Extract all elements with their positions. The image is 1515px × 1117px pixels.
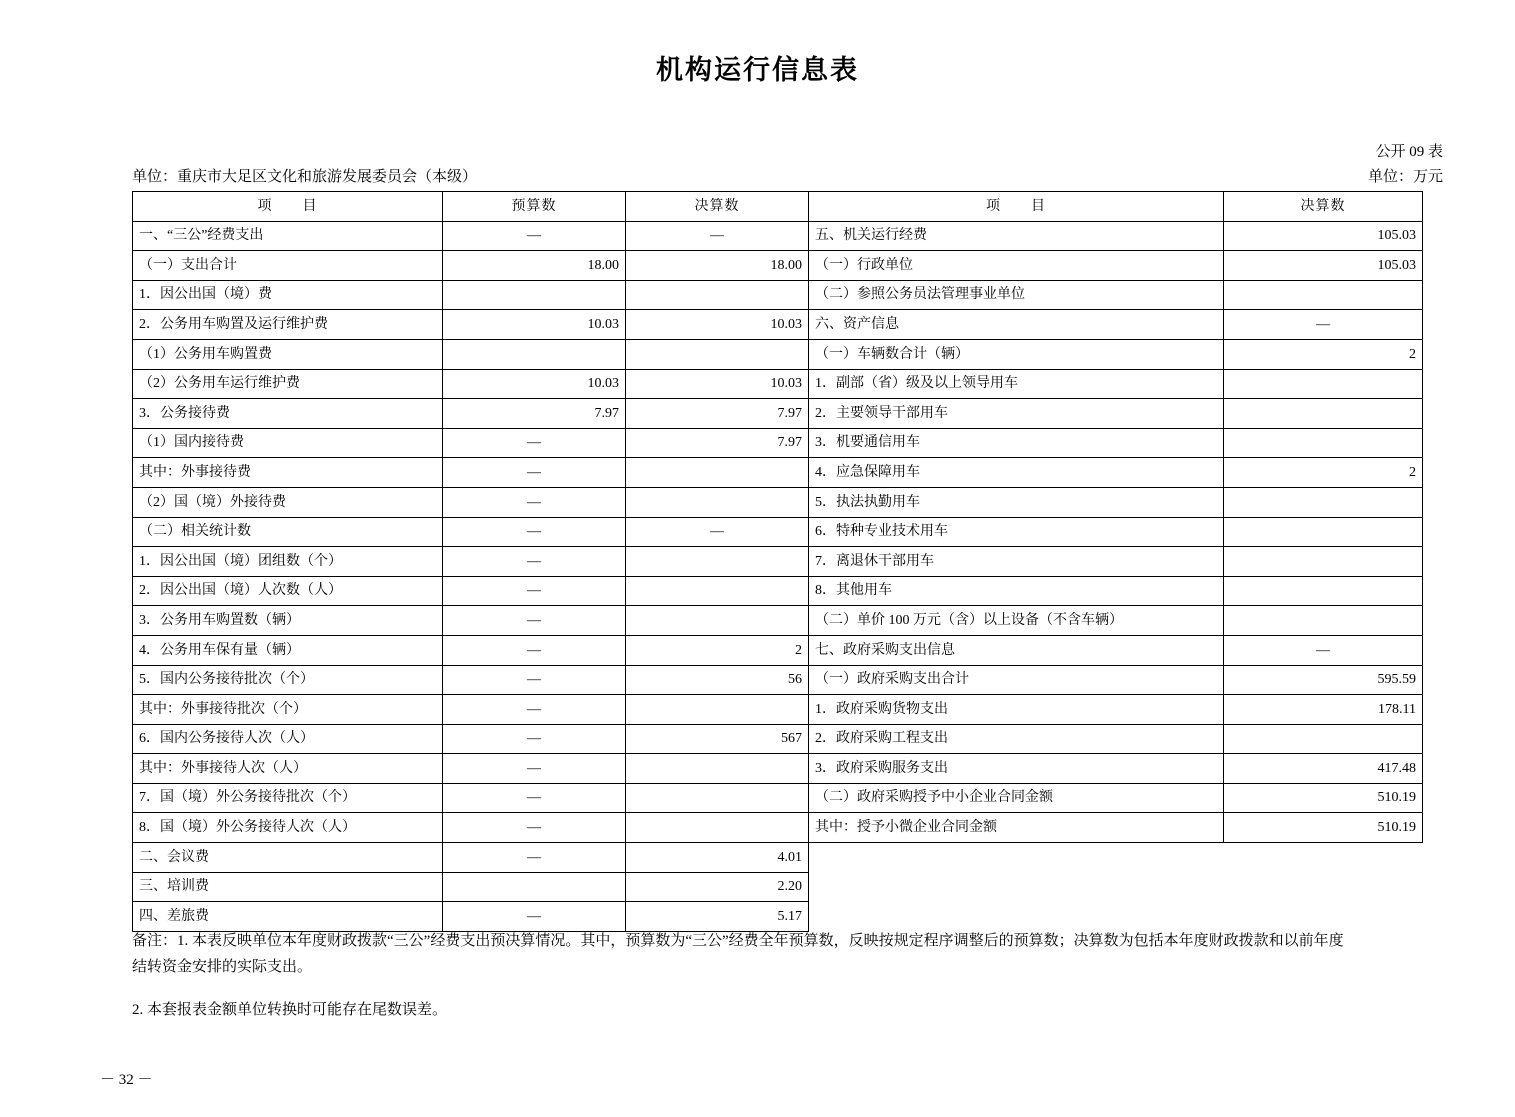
left-item-label: 2．因公出国（境）人次数（人） (133, 576, 443, 606)
right-item-label: （一）行政单位 (809, 251, 1224, 281)
table-row (133, 487, 1423, 517)
right-item-label: 5．执法执勤用车 (809, 487, 1224, 517)
left-final-value (626, 487, 809, 517)
left-item-label: （一）支出合计 (133, 251, 443, 281)
left-item-label: 4．公务用车保有量（辆） (133, 635, 443, 665)
right-final-value: 2 (1224, 458, 1423, 488)
left-final-value (626, 606, 809, 636)
left-item-label: 6．国内公务接待人次（人） (133, 724, 443, 754)
page-title: 机构运行信息表 (656, 55, 859, 85)
right-item-label: （一）车辆数合计（辆） (809, 339, 1224, 369)
table-row (133, 458, 1423, 488)
unit-label: 单位：重庆市大足区文化和旅游发展委员会（本级） (132, 169, 478, 185)
table-header-row (133, 192, 1423, 222)
left-budget-value: 18.00 (443, 251, 626, 281)
right-final-value: — (1224, 310, 1423, 340)
left-item-label: 2．公务用车购置及运行维护费 (133, 310, 443, 340)
left-final-value: 56 (626, 665, 809, 695)
right-final-value (1224, 369, 1423, 399)
left-item-label: 四、差旅费 (133, 902, 443, 932)
right-final-value (1224, 547, 1423, 577)
column-header-left-item: 项 目 (133, 192, 443, 222)
left-item-label: 7．国（境）外公务接待批次（个） (133, 783, 443, 813)
right-final-value (1224, 872, 1423, 902)
right-item-label: 3．政府采购服务支出 (809, 754, 1224, 784)
left-budget-value (443, 872, 626, 902)
right-final-value (1224, 576, 1423, 606)
right-item-label: （二）参照公务员法管理事业单位 (809, 280, 1224, 310)
left-final-value: — (626, 221, 809, 251)
right-item-label (809, 872, 1224, 902)
left-budget-value: — (443, 606, 626, 636)
column-header-right-final: 决算数 (1224, 192, 1423, 222)
right-final-value: 178.11 (1224, 695, 1423, 725)
left-budget-value: — (443, 843, 626, 873)
table-row (133, 251, 1423, 281)
note-line-2: 结转资金安排的实际支出。 (132, 959, 313, 976)
right-item-label: 4．应急保障用车 (809, 458, 1224, 488)
left-item-label: （2）公务用车运行维护费 (133, 369, 443, 399)
left-final-value: 567 (626, 724, 809, 754)
right-item-label: 1．副部（省）级及以上领导用车 (809, 369, 1224, 399)
left-budget-value: 10.03 (443, 369, 626, 399)
right-final-value (1224, 399, 1423, 429)
right-final-value (1224, 606, 1423, 636)
table-row (133, 783, 1423, 813)
left-budget-value: — (443, 783, 626, 813)
left-budget-value: — (443, 902, 626, 932)
left-final-value: 10.03 (626, 310, 809, 340)
left-budget-value: — (443, 695, 626, 725)
table-row (133, 606, 1423, 636)
right-item-label: 其中：授予小微企业合同金额 (809, 813, 1224, 843)
table-row (133, 428, 1423, 458)
left-budget-value: — (443, 517, 626, 547)
left-budget-value: — (443, 635, 626, 665)
left-item-label: （2）国（境）外接待费 (133, 487, 443, 517)
right-item-label (809, 902, 1224, 932)
left-final-value (626, 813, 809, 843)
right-final-value: 417.48 (1224, 754, 1423, 784)
table-row (133, 221, 1423, 251)
table-row (133, 399, 1423, 429)
left-final-value: 5.17 (626, 902, 809, 932)
left-final-value (626, 754, 809, 784)
left-item-label: 其中：外事接待批次（个） (133, 695, 443, 725)
left-item-label: 其中：外事接待费 (133, 458, 443, 488)
left-final-value: — (626, 517, 809, 547)
left-item-label: 一、“三公”经费支出 (133, 221, 443, 251)
left-budget-value: — (443, 487, 626, 517)
table-row (133, 517, 1423, 547)
left-item-label: （1）国内接待费 (133, 428, 443, 458)
left-final-value: 18.00 (626, 251, 809, 281)
column-header-right-item: 项 目 (809, 192, 1224, 222)
right-final-value (1224, 724, 1423, 754)
table-row (133, 635, 1423, 665)
left-budget-value: — (443, 576, 626, 606)
left-final-value: 2 (626, 635, 809, 665)
table-row (133, 280, 1423, 310)
right-final-value: 510.19 (1224, 813, 1423, 843)
right-final-value (1224, 843, 1423, 873)
left-item-label: 1．因公出国（境）团组数（个） (133, 547, 443, 577)
left-item-label: 5．国内公务接待批次（个） (133, 665, 443, 695)
left-budget-value: 7.97 (443, 399, 626, 429)
table-row (133, 872, 1423, 902)
left-budget-value: — (443, 547, 626, 577)
table-row (133, 695, 1423, 725)
note-line-3: 2. 本套报表金额单位转换时可能存在尾数误差。 (132, 1001, 448, 1018)
right-item-label: 7．离退休干部用车 (809, 547, 1224, 577)
left-final-value: 4.01 (626, 843, 809, 873)
table-row (133, 843, 1423, 873)
right-item-label: 2．主要领导干部用车 (809, 399, 1224, 429)
right-final-value: — (1224, 635, 1423, 665)
left-item-label: 二、会议费 (133, 843, 443, 873)
right-final-value (1224, 428, 1423, 458)
note-line-1: 备注：1. 本表反映单位本年度财政拨款“三公”经费支出预决算情况。其中，预算数为“三公”经费全年预算数，反映按规定程序调整后的预算数；决算数为包括本年度财政拨款和以前年度 (132, 933, 1344, 949)
column-header-budget: 预算数 (443, 192, 626, 222)
left-item-label: （二）相关统计数 (133, 517, 443, 547)
left-item-label: 1．因公出国（境）费 (133, 280, 443, 310)
left-final-value: 7.97 (626, 399, 809, 429)
table-row (133, 547, 1423, 577)
table-row (133, 576, 1423, 606)
table-notes (132, 928, 1422, 1023)
left-final-value (626, 458, 809, 488)
left-final-value (626, 280, 809, 310)
institution-operation-table (132, 191, 1423, 932)
right-item-label: （一）政府采购支出合计 (809, 665, 1224, 695)
right-final-value: 105.03 (1224, 251, 1423, 281)
left-item-label: （1）公务用车购置费 (133, 339, 443, 369)
left-item-label: 3．公务接待费 (133, 399, 443, 429)
left-budget-value (443, 280, 626, 310)
right-item-label: （二）单价 100 万元（含）以上设备（不含车辆） (809, 606, 1224, 636)
right-final-value (1224, 902, 1423, 932)
right-item-label: 五、机关运行经费 (809, 221, 1224, 251)
right-final-value (1224, 487, 1423, 517)
left-budget-value: — (443, 428, 626, 458)
right-item-label: （二）政府采购授予中小企业合同金额 (809, 783, 1224, 813)
right-item-label: 2．政府采购工程支出 (809, 724, 1224, 754)
left-budget-value (443, 339, 626, 369)
left-budget-value: — (443, 665, 626, 695)
table-row (133, 813, 1423, 843)
right-final-value (1224, 280, 1423, 310)
left-final-value: 7.97 (626, 428, 809, 458)
right-item-label: 六、资产信息 (809, 310, 1224, 340)
form-code: 公开 09 表 (1375, 144, 1443, 160)
left-item-label: 8．国（境）外公务接待人次（人） (133, 813, 443, 843)
amount-unit-label: 单位：万元 (1367, 169, 1443, 185)
table-row (133, 724, 1423, 754)
right-final-value: 510.19 (1224, 783, 1423, 813)
left-budget-value: — (443, 813, 626, 843)
left-budget-value: — (443, 754, 626, 784)
table-row (133, 369, 1423, 399)
column-header-final: 决算数 (626, 192, 809, 222)
left-budget-value: — (443, 221, 626, 251)
right-final-value: 105.03 (1224, 221, 1423, 251)
right-final-value (1224, 517, 1423, 547)
right-item-label: 8．其他用车 (809, 576, 1224, 606)
right-item-label: 七、政府采购支出信息 (809, 635, 1224, 665)
right-item-label (809, 843, 1224, 873)
left-budget-value: 10.03 (443, 310, 626, 340)
left-final-value (626, 547, 809, 577)
left-final-value (626, 783, 809, 813)
left-final-value (626, 576, 809, 606)
left-final-value (626, 339, 809, 369)
table-row (133, 665, 1423, 695)
page-number: － 32 － (100, 1072, 153, 1088)
left-final-value: 2.20 (626, 872, 809, 902)
left-item-label: 3．公务用车购置数（辆） (133, 606, 443, 636)
table-row (133, 339, 1423, 369)
document-page (0, 48, 1515, 1117)
table-row (133, 902, 1423, 932)
right-item-label: 6．特种专业技术用车 (809, 517, 1224, 547)
left-budget-value: — (443, 458, 626, 488)
left-item-label: 三、培训费 (133, 872, 443, 902)
left-item-label: 其中：外事接待人次（人） (133, 754, 443, 784)
left-final-value (626, 695, 809, 725)
left-final-value: 10.03 (626, 369, 809, 399)
left-budget-value: — (443, 724, 626, 754)
table-row (133, 754, 1423, 784)
right-final-value: 2 (1224, 339, 1423, 369)
right-item-label: 3．机要通信用车 (809, 428, 1224, 458)
right-item-label: 1．政府采购货物支出 (809, 695, 1224, 725)
table-row (133, 310, 1423, 340)
right-final-value: 595.59 (1224, 665, 1423, 695)
